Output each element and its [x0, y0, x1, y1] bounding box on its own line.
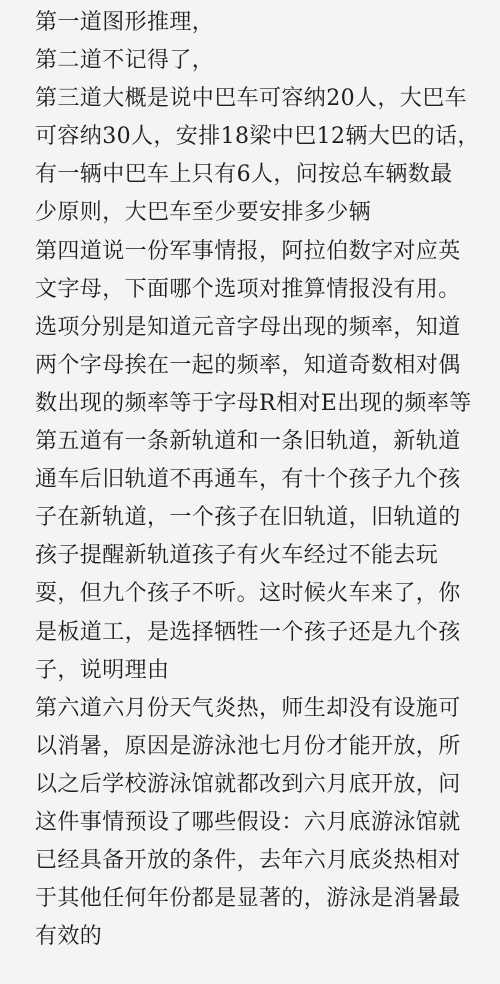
text-line: 数出现的频率等于字母R相对E出现的频率等	[35, 390, 472, 416]
text-line: 第五道有一条新轨道和一条旧轨道，新轨道	[35, 429, 461, 455]
text-line: 第三道大概是说中巴车可容纳20人，大巴车	[35, 86, 467, 112]
text-line: 第一道图形推理，	[35, 10, 215, 35]
text-line: 有效的	[35, 924, 103, 950]
text-line: 子在新轨道，一个孩子在旧轨道，旧轨道的	[35, 505, 461, 531]
text-line: 是板道工，是选择牺牲一个孩子还是九个孩	[35, 619, 461, 645]
text-line: 以消暑，原因是游泳池七月份才能开放，所	[35, 733, 461, 759]
text-line: 耍，但九个孩子不听。这时候火车来了，你	[35, 581, 461, 607]
text-line: 以之后学校游泳馆就都改到六月底开放，问	[35, 771, 461, 797]
text-line: 两个字母挨在一起的频率，知道奇数相对偶	[35, 352, 461, 378]
text-line: 这件事情预设了哪些假设：六月底游泳馆就	[35, 809, 461, 835]
text-line: 少原则，大巴车至少要安排多少辆	[35, 200, 372, 226]
text-line: 可容纳30人，安排18梁中巴12辆大巴的话，	[35, 124, 480, 150]
text-line: 于其他任何年份都是显著的，游泳是消暑最	[35, 886, 461, 912]
text-line: 有一辆中巴车上只有6人，问按总车辆数最	[35, 162, 453, 188]
text-line: 子，说明理由	[35, 657, 170, 683]
text-line: 文字母，下面哪个选项对推算情报没有用。	[35, 276, 461, 302]
text-line: 已经具备开放的条件，去年六月底炎热相对	[35, 848, 461, 874]
text-line: 选项分别是知道元音字母出现的频率，知道	[35, 314, 461, 340]
text-line: 第四道说一份军事情报，阿拉伯数字对应英	[35, 238, 461, 264]
text-line: 第二道不记得了，	[35, 48, 215, 74]
text-line: 第六道六月份天气炎热，师生却没有设施可	[35, 695, 461, 721]
text-line: 孩子提醒新轨道孩子有火车经过不能去玩	[35, 543, 439, 569]
text-line: 通车后旧轨道不再通车，有十个孩子九个孩	[35, 467, 461, 493]
